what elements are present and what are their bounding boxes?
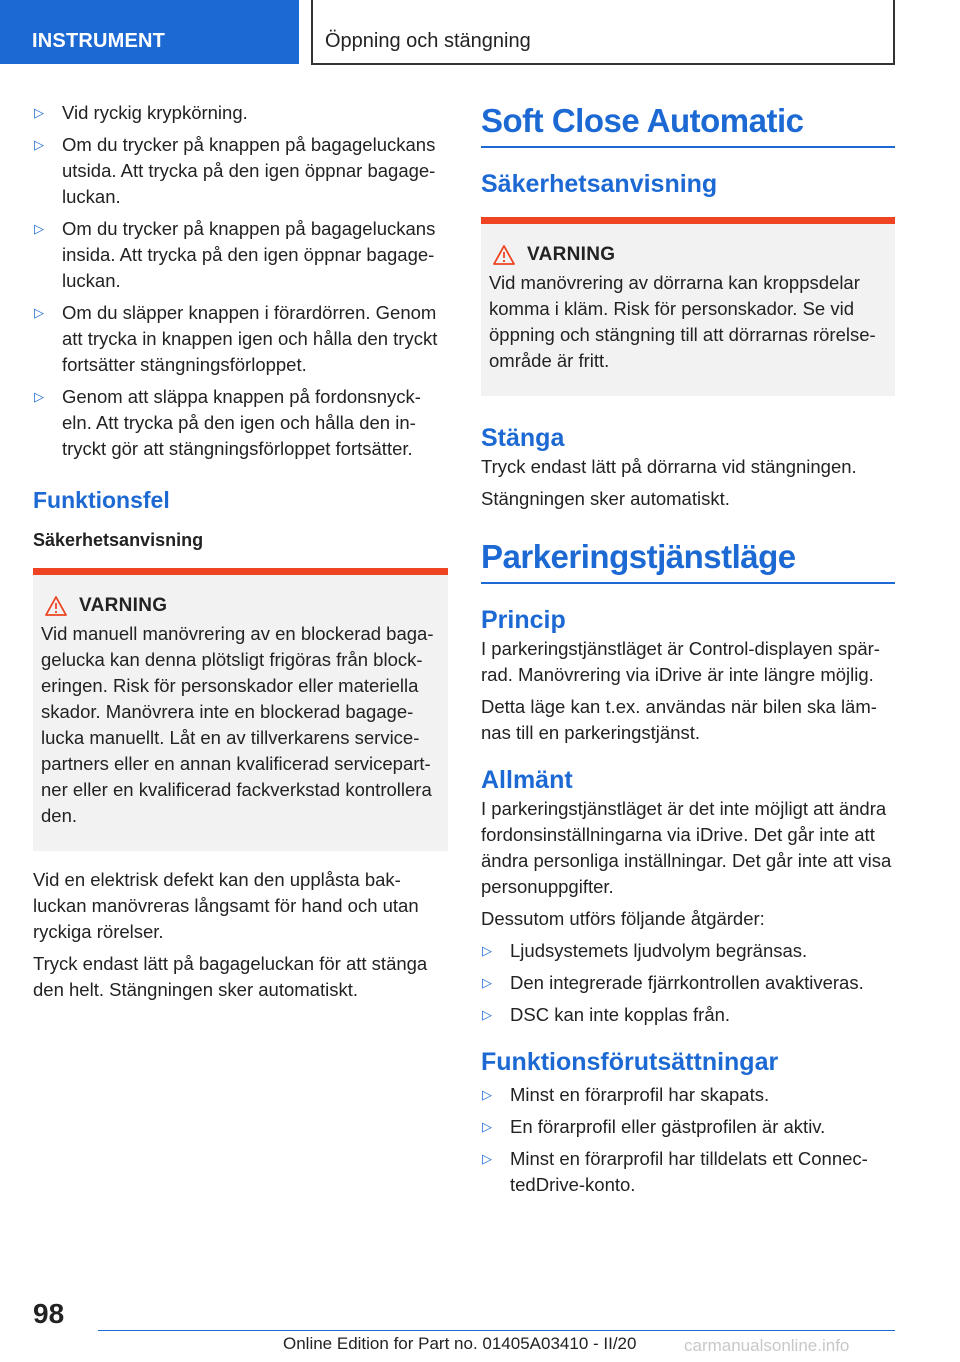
paragraph: Stängningen sker automatiskt.: [481, 488, 730, 509]
list-item: ▷ Om du trycker på knappen på bagageluckans insida. Att trycka på den igen öppnar bagage- luckan.: [34, 218, 436, 291]
list-item: ▷ En förarprofil eller gästprofilen är aktiv.: [481, 1114, 895, 1140]
header-divider: [311, 0, 313, 64]
watermark: carmanualsonline.info: [684, 1336, 850, 1355]
triangle-right-icon: ▷: [482, 1119, 492, 1134]
list-item: ▷ Minst en förarprofil har tilldelats ett Connec- tedDrive-konto.: [482, 1148, 868, 1195]
paragraph: I parkeringstjänstläget är det inte möjligt att ändra fordonsinställningarna via iDrive. Det går inte att ändra personliga inställningar. Det går inte att visa personuppgifter.: [481, 798, 892, 897]
safety-heading: Säkerhetsanvisning: [481, 170, 718, 198]
paragraph: I parkeringstjänstläget är Control-displayen spär- rad. Manövrering via iDrive är inte längre möjlig.: [481, 638, 880, 685]
princip-heading: Princip: [481, 606, 566, 634]
allmant-heading: Allmänt: [481, 766, 573, 794]
closing-bullet-list: [33, 100, 448, 462]
paragraph: Detta läge kan t.ex. användas när bilen ska läm- nas till en parkeringstjänst.: [481, 696, 877, 743]
list-item: ▷ Minst en förarprofil har skapats.: [481, 1082, 895, 1108]
header-rule: [311, 63, 895, 65]
triangle-right-icon: ▷: [482, 1007, 492, 1022]
paragraph: Tryck endast lätt på bagageluckan för att stänga den helt. Stängningen sker automatiskt.: [33, 953, 428, 1000]
list-item: ▷ Om du släpper knappen i förardörren. Genom att trycka in knappen igen och hålla den tryckt fortsätter stängningsförloppet.: [34, 302, 438, 375]
triangle-right-icon: ▷: [34, 389, 44, 404]
list-item: ▷ DSC kan inte kopplas från.: [481, 1002, 895, 1028]
list-item: ▷ Vid ryckig krypkörning.: [33, 100, 448, 126]
funktionsfel-heading: Funktionsfel: [33, 487, 170, 513]
soft-close-title: Soft Close Automatic: [481, 100, 895, 148]
page-header: [0, 0, 960, 66]
warning-box: [33, 568, 448, 851]
triangle-right-icon: ▷: [482, 943, 492, 958]
measures-bullet-list: [481, 938, 895, 1028]
header-right-edge: [893, 0, 895, 65]
chapter-title: Öppning och stängning: [325, 30, 531, 52]
right-column: [481, 100, 895, 1204]
paragraph: Dessutom utförs följande åtgärder:: [481, 908, 765, 929]
section-tab: INSTRUMENT: [0, 0, 299, 64]
triangle-right-icon: ▷: [34, 137, 44, 152]
warning-label: VARNING: [79, 595, 168, 616]
triangle-right-icon: ▷: [34, 305, 44, 320]
edition-text: Online Edition for Part no. 01405A03410 - II/20: [283, 1334, 637, 1353]
warning-triangle-icon: [493, 245, 515, 265]
warning-triangle-icon: [45, 596, 67, 616]
triangle-right-icon: ▷: [482, 1087, 492, 1102]
requirements-bullet-list: [481, 1082, 895, 1198]
paragraph: Tryck endast lätt på dörrarna vid stängningen.: [481, 456, 857, 477]
triangle-right-icon: ▷: [34, 221, 44, 236]
list-item: ▷ Genom att släppa knappen på fordonsnyck- eln. Att trycka på den igen och hålla den in- tryckt gör att stängningsförloppet fortsätter.: [34, 386, 421, 459]
safety-heading: Säkerhetsanvisning: [33, 530, 204, 550]
triangle-right-icon: ▷: [482, 975, 492, 990]
warning-box: [481, 217, 895, 396]
triangle-right-icon: ▷: [482, 1151, 492, 1166]
triangle-right-icon: ▷: [34, 105, 44, 120]
footer-rule: [98, 1330, 895, 1331]
warning-label: VARNING: [527, 244, 616, 265]
stanga-heading: Stänga: [481, 424, 565, 452]
forutsattningar-heading: Funktionsförutsättningar: [481, 1048, 779, 1076]
list-item: ▷ Om du trycker på knappen på bagageluckans utsida. Att trycka på den igen öppnar bagage- luckan.: [34, 134, 436, 207]
paragraph: Vid en elektrisk defekt kan den upplåsta bak- luckan manövreras långsamt för hand och utan ryckiga rörelser.: [33, 869, 419, 942]
warning-text: Vid manövrering av dörrarna kan kroppsdelar komma i kläm. Risk för personskador. Se vid öppning och stängning till att dörrarnas rörelse- område är fritt.: [489, 272, 876, 371]
parkering-title: Parkeringstjänstläge: [481, 536, 895, 584]
warning-text: Vid manuell manövrering av en blockerad baga- gelucka kan denna plötsligt frigöras från block- eringen. Risk för personskador eller materiella skador. Manövrera inte en blockerad bagage- lucka manuellt. Låt en av tillverkarens service- partners eller en annan kvalificerad servicepart- ner eller en kvalificerad fackverkstad kontrollera den.: [41, 623, 434, 826]
list-item: ▷ Den integrerade fjärrkontrollen avaktiveras.: [481, 970, 895, 996]
page-number: 98: [33, 1298, 65, 1329]
list-item: ▷ Ljudsystemets ljudvolym begränsas.: [481, 938, 895, 964]
left-column: [33, 100, 448, 1009]
